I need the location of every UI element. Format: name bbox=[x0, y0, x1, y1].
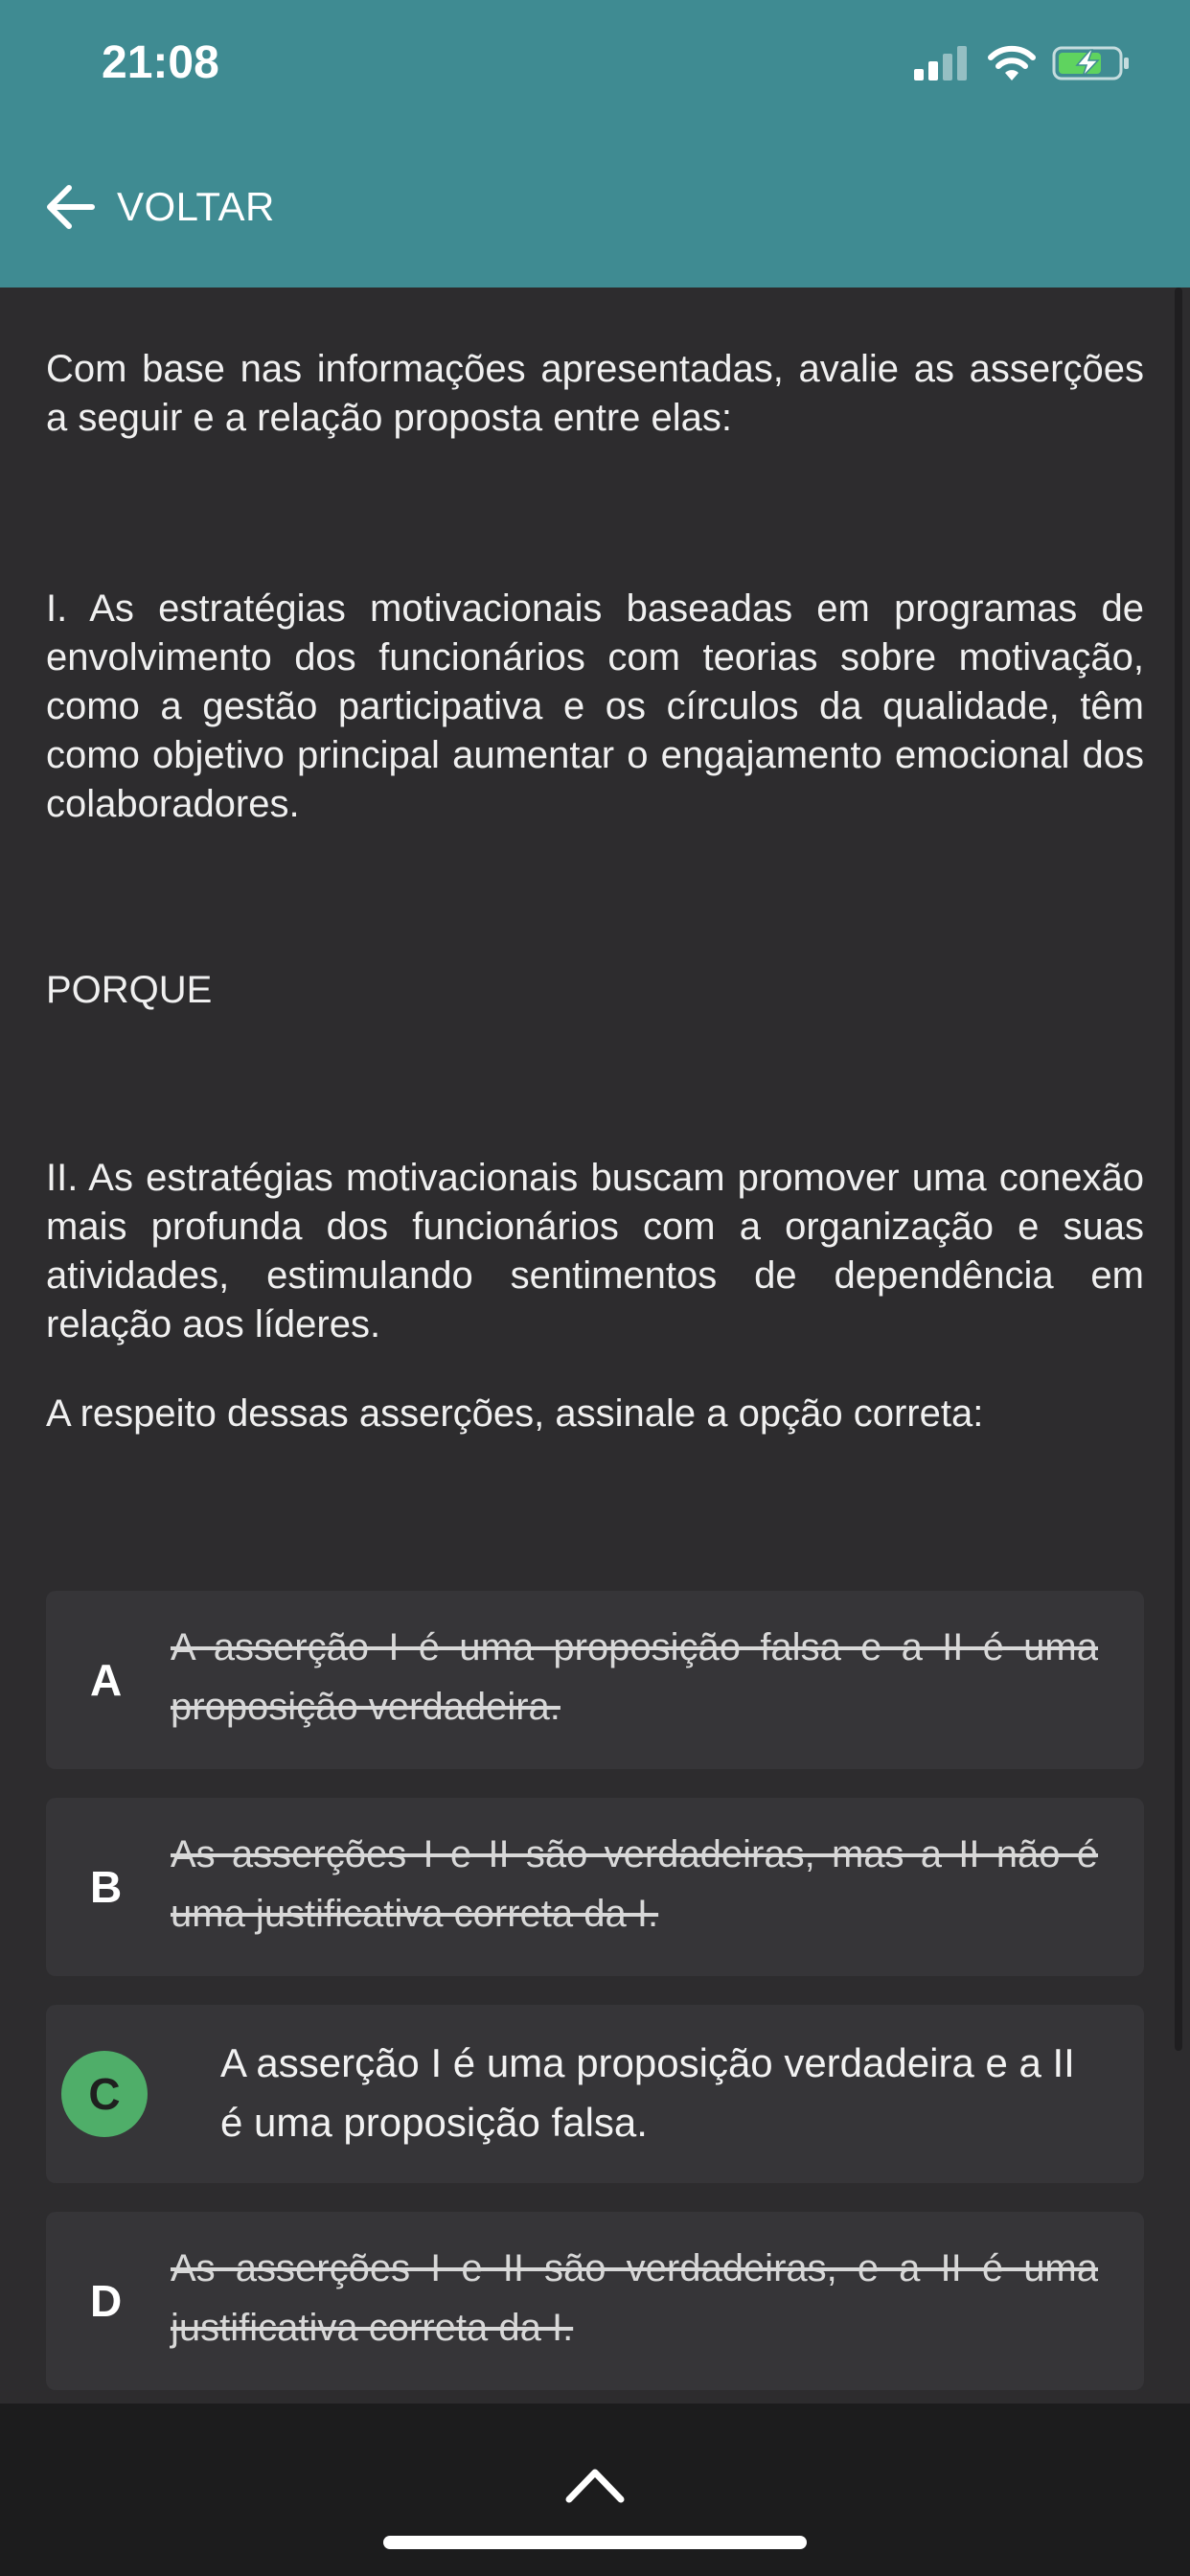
option-a[interactable] bbox=[46, 1591, 1144, 1769]
arrow-left-icon bbox=[42, 178, 100, 236]
option-text: As asserções I e II são verdadeiras, mas a II não é uma justificativa correta da I. bbox=[171, 1833, 1098, 1935]
option-letter: D bbox=[90, 2276, 123, 2326]
signal-icon bbox=[914, 46, 968, 80]
option-letter: A bbox=[90, 1655, 123, 1705]
scrollbar[interactable] bbox=[1175, 288, 1182, 2051]
status-bar bbox=[0, 0, 1190, 134]
status-time: 21:08 bbox=[102, 37, 219, 88]
back-label: VOLTAR bbox=[117, 184, 275, 229]
wifi-icon bbox=[987, 44, 1037, 82]
option-c-selected[interactable] bbox=[46, 2005, 1144, 2183]
chevron-up-icon[interactable] bbox=[563, 2463, 627, 2505]
option-letter: B bbox=[90, 1862, 123, 1912]
question-intro: Com base nas informações apresentadas, avalie as asserções a seguir e a relação proposta entre elas: bbox=[46, 348, 1144, 439]
assertion-1: I. As estratégias motivacionais baseadas em programas de envolvimento dos funcionários com teorias sobre motivação, como a gestão participativa e os círculos da qualidade, têm como objetivo principal aumentar o engajamento emocional dos colaboradores. bbox=[46, 587, 1144, 825]
option-d[interactable] bbox=[46, 2212, 1144, 2390]
back-button[interactable] bbox=[42, 169, 275, 245]
connector-text: PORQUE bbox=[46, 969, 213, 1011]
home-indicator bbox=[383, 2536, 807, 2549]
option-text: As asserções I e II são verdadeiras, e a II é uma justificativa correta da I. bbox=[171, 2247, 1098, 2349]
assertion-2: II. As estratégias motivacionais buscam promover uma conexão mais profunda dos funcionários com a organização e suas atividades, estimulando sentimentos de dependência em relação aos líderes. bbox=[46, 1157, 1144, 1346]
option-text: A asserção I é uma proposição falsa e a II é uma proposição verdadeira. bbox=[171, 1626, 1098, 1728]
battery-charging-icon bbox=[1052, 44, 1131, 82]
question-prompt: A respeito dessas asserções, assinale a opção correta: bbox=[46, 1392, 984, 1435]
option-b[interactable] bbox=[46, 1798, 1144, 1976]
option-text: A asserção I é uma proposição verdadeira e a II é uma proposição falsa. bbox=[220, 2040, 1075, 2145]
selected-answer-badge: C bbox=[61, 2051, 148, 2137]
